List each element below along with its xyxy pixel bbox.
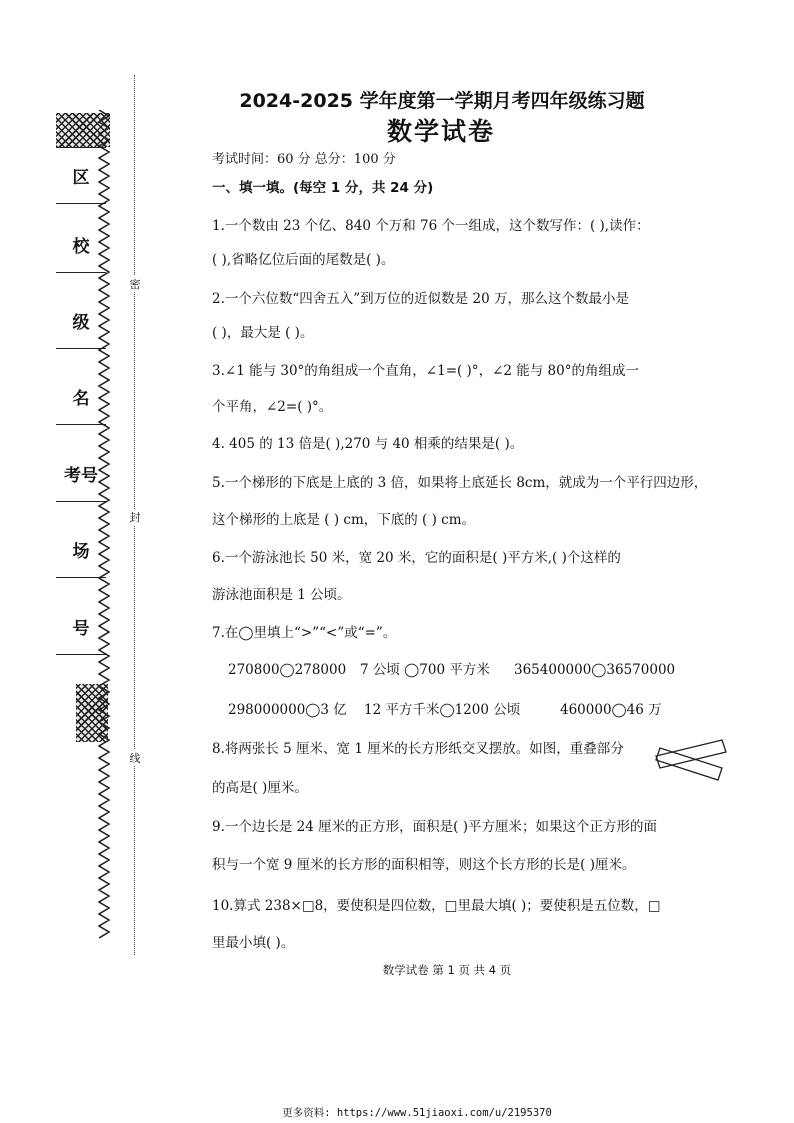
- question-6-line-2: 游泳池面积是 1 公顷。: [212, 587, 351, 603]
- exam-subtitle: 数学试卷: [386, 117, 495, 146]
- compare-item: 365400000◯36570000: [514, 662, 676, 678]
- question-7-line-1: 7.在◯里填上“>”“<”或“=”。: [212, 625, 397, 641]
- binding-field-room: 场: [56, 521, 106, 578]
- binding-field-exam-number: 考号: [56, 445, 106, 502]
- binding-zigzag: [95, 110, 115, 950]
- question-1-line-1: 1.一个数由 23 个亿、840 个万和 76 个一组成，这个数写作：( ),读作：: [212, 218, 650, 234]
- question-8-line-1: 8.将两张长 5 厘米、宽 1 厘米的长方形纸交叉摆放。如图，重叠部分: [212, 741, 624, 757]
- binding-field-school: 校: [56, 216, 106, 273]
- question-9-line-1: 9.一个边长是 24 厘米的正方形，面积是( )平方厘米；如果这个正方形的面: [212, 819, 657, 835]
- question-3-line-2: 个平角，∠2=( )°。: [212, 399, 333, 415]
- question-4-line-1: 4. 405 的 13 倍是( ),270 与 40 相乘的结果是( )。: [212, 436, 524, 452]
- page-footer: 数学试卷 第 1 页 共 4 页: [382, 963, 512, 977]
- seal-char-xian: 线: [129, 752, 141, 765]
- binding-field-name: 名: [56, 368, 106, 425]
- question-6-line-1: 6.一个游泳池长 50 米，宽 20 米，它的面积是( )平方米,( )个这样的: [212, 550, 621, 566]
- question-5-line-2: 这个梯形的上底是 ( ) cm，下底的 ( ) cm。: [212, 512, 476, 528]
- question-1-line-2: ( ),省略亿位后面的尾数是( )。: [212, 252, 395, 268]
- crossed-rectangles-figure: [652, 738, 728, 782]
- compare-item: 270800◯278000: [228, 662, 347, 678]
- question-8-line-2: 的高是( )厘米。: [212, 780, 308, 796]
- compare-item: 12 平方千米◯1200 公顷: [364, 702, 521, 718]
- zigzag-line: [99, 110, 109, 938]
- binding-field-district: 区: [56, 147, 106, 204]
- compare-item: 7 公顷 ◯700 平方米: [360, 662, 490, 678]
- binding-field-seat: 号: [56, 598, 106, 655]
- question-2-line-1: 2.一个六位数“四舍五入”到万位的近似数是 20 万，那么这个数最小是: [212, 291, 629, 307]
- rectangle-paper-2: [656, 748, 722, 780]
- exam-info: 考试时间：60 分 总分：100 分: [212, 152, 396, 167]
- question-5-line-1: 5.一个梯形的下底是上底的 3 倍，如果将上底延长 8cm，就成为一个平行四边形，: [212, 475, 708, 491]
- compare-item: 298000000◯3 亿: [228, 702, 347, 718]
- question-9-line-2: 积与一个宽 9 厘米的长方形的面积相等，则这个长方形的长是( )厘米。: [212, 857, 636, 873]
- compare-item: 460000◯46 万: [560, 702, 662, 718]
- seal-char-mi: 密: [129, 278, 141, 291]
- seal-char-feng: 封: [129, 511, 141, 524]
- source-note: 更多资料: https://www.51jiaoxi.com/u/2195370: [282, 1107, 552, 1119]
- exam-title: 2024-2025 学年度第一学期月考四年级练习题: [239, 90, 645, 112]
- binding-field-class: 级: [56, 292, 106, 349]
- section-heading: 一、填一填。(每空 1 分，共 24 分): [212, 180, 434, 196]
- question-10-line-1: 10.算式 238×□8，要使积是四位数，□里最大填( )；要使积是五位数，□: [212, 898, 661, 914]
- question-3-line-1: 3.∠1 能与 30°的角组成一个直角，∠1=( )°，∠2 能与 80°的角组成一: [212, 363, 639, 379]
- question-10-line-2: 里最小填( )。: [212, 935, 295, 951]
- question-2-line-2: ( )，最大是 ( )。: [212, 325, 314, 341]
